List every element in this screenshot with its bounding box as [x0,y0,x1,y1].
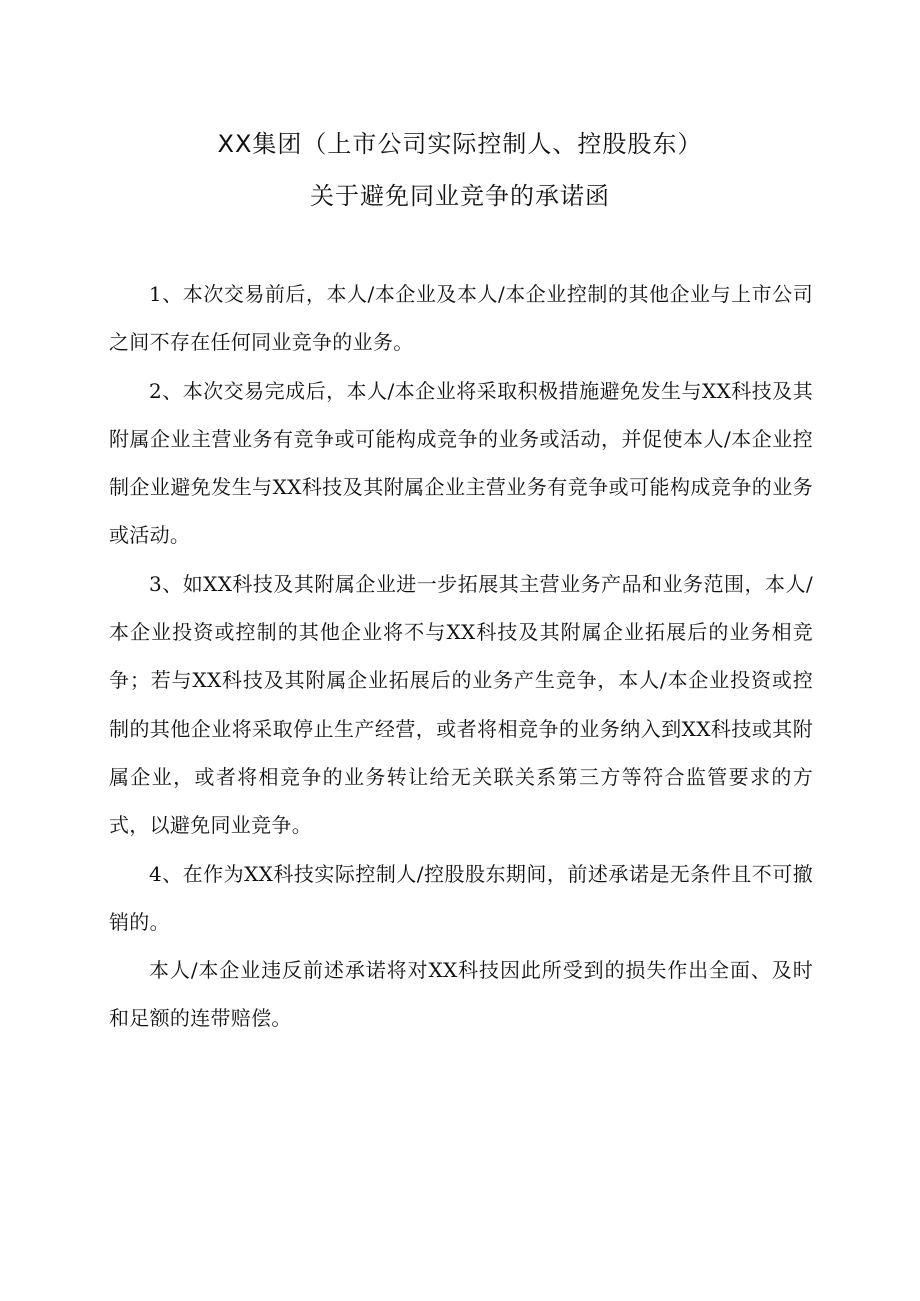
paragraph-4: 4、在作为XX科技实际控制人/控股股东期间，前述承诺是无条件且不可撤销的。 [109,861,813,934]
paragraph-2: 2、本次交易完成后，本人/本企业将采取积极措施避免发生与XX科技及其附属企业主营业务有竞争或可能构成竞争的业务或活动，并促使本人/本企业控制企业避免发生与XX科技及其附属企业主营业务有竞争或可能构成竞争的业务或活动。 [109,378,813,548]
document-title-line-2: 关于避免同业竞争的承诺函 [310,182,610,210]
document-title-line-1: XX集团（上市公司实际控制人、控股股东） [217,130,703,158]
paragraph-5: 本人/本企业违反前述承诺将对XX科技因此所受到的损失作出全面、及时和足额的连带赔偿。 [109,958,813,1031]
paragraph-3: 3、如XX科技及其附属企业进一步拓展其主营业务产品和业务范围，本人/本企业投资或控制的其他企业将不与XX科技及其附属企业拓展后的业务相竞争；若与XX科技及其附属企业拓展后的业务产生竞争，本人/本企业投资或控制的其他企业将采取停止生产经营，或者将相竞争的业务纳入到XX科技或其附属企业，或者将相竞争的业务转让给无关联关系第三方等符合监管要求的方式，以避免同业竞争。 [109,571,813,838]
paragraph-1: 1、本次交易前后，本人/本企业及本人/本企业控制的其他企业与上市公司之间不存在任何同业竞争的业务。 [109,282,813,355]
document-body [109,270,813,1043]
